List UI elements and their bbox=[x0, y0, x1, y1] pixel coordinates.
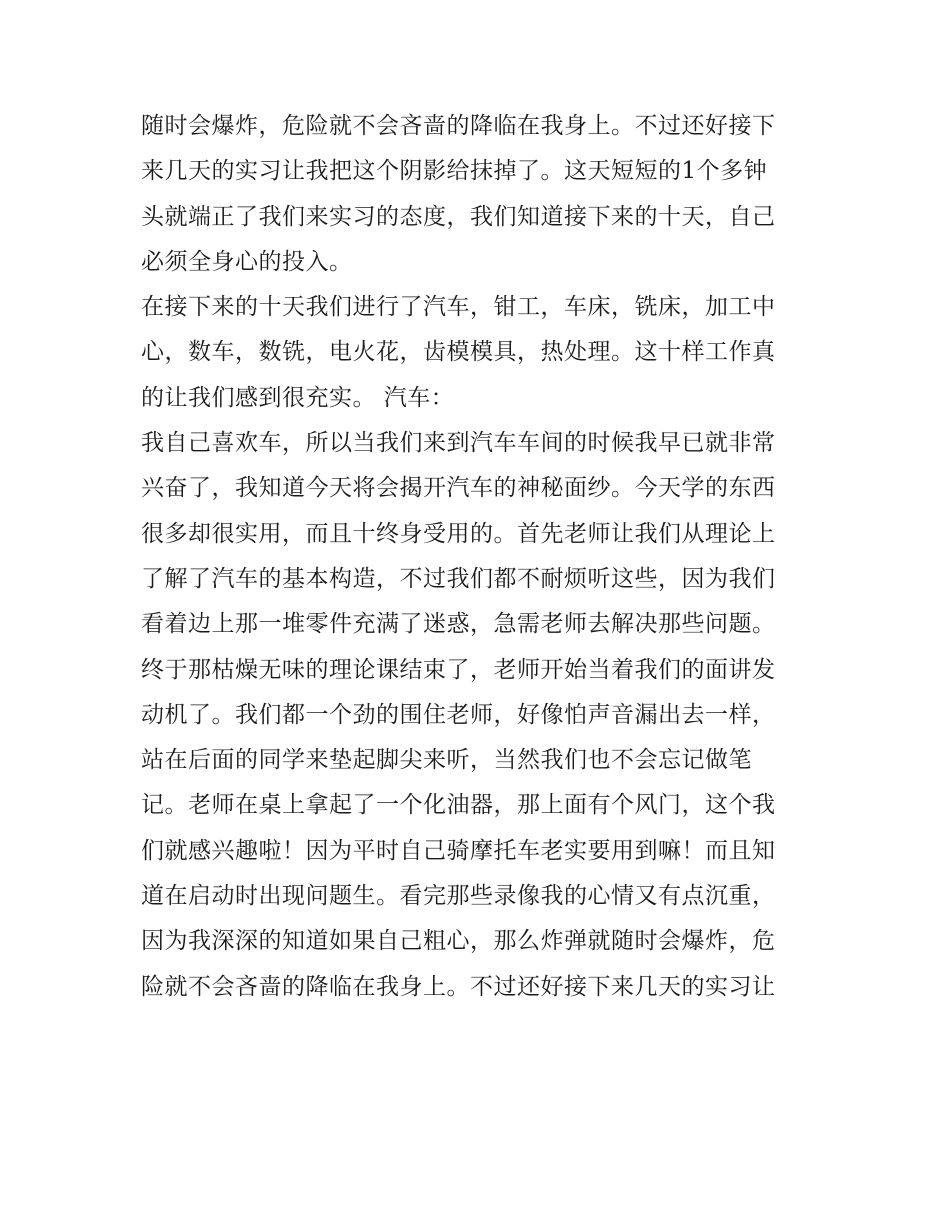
text-line: 记。老师在桌上拿起了一个化油器，那上面有个风门，这个我 bbox=[141, 792, 776, 819]
text-line: 必须全身心的投入。 bbox=[141, 248, 353, 275]
text-line: 终于那枯燥无味的理论课结束了，老师开始当着我们的面讲发 bbox=[141, 656, 776, 683]
text-line: 了解了汽车的基本构造，不过我们都不耐烦听这些，因为我们 bbox=[141, 565, 776, 592]
text-line: 因为我深深的知道如果自己粗心，那么炸弹就随时会爆炸，危 bbox=[141, 928, 776, 955]
text-line: 的让我们感到很充实。 汽车： bbox=[141, 384, 455, 411]
text-line: 道在启动时出现问题生。看完那些录像我的心情又有点沉重， bbox=[141, 883, 776, 910]
text-line: 来几天的实习让我把这个阴影给抹掉了。这天短短的1个多钟 bbox=[141, 158, 768, 185]
text-line: 站在后面的同学来垫起脚尖来听，当然我们也不会忘记做笔 bbox=[141, 747, 752, 774]
text-line: 动机了。我们都一个劲的围住老师，好像怕声音漏出去一样， bbox=[141, 701, 776, 728]
text-line: 兴奋了，我知道今天将会揭开汽车的神秘面纱。今天学的东西 bbox=[141, 475, 776, 502]
text-line: 看着边上那一堆零件充满了迷惑，急需老师去解决那些问题。 bbox=[141, 611, 776, 638]
text-line: 们就感兴趣啦！因为平时自己骑摩托车老实要用到嘛！而且知 bbox=[141, 837, 776, 864]
text-line: 很多却很实用，而且十终身受用的。首先老师让我们从理论上 bbox=[141, 520, 776, 547]
text-line: 我自己喜欢车，所以当我们来到汽车车间的时候我早已就非常 bbox=[141, 430, 776, 457]
body-text bbox=[141, 104, 821, 1010]
text-line: 随时会爆炸，危险就不会吝啬的降临在我身上。不过还好接下 bbox=[141, 113, 776, 139]
text-line: 头就端正了我们来实习的态度，我们知道接下来的十天，自己 bbox=[141, 203, 776, 230]
text-line: 心，数车，数铣，电火花，齿模模具，热处理。这十样工作真 bbox=[141, 339, 776, 366]
text-line: 在接下来的十天我们进行了汽车，钳工，车床，铣床，加工中 bbox=[141, 294, 776, 321]
text-line: 险就不会吝啬的降临在我身上。不过还好接下来几天的实习让 bbox=[141, 973, 776, 1000]
